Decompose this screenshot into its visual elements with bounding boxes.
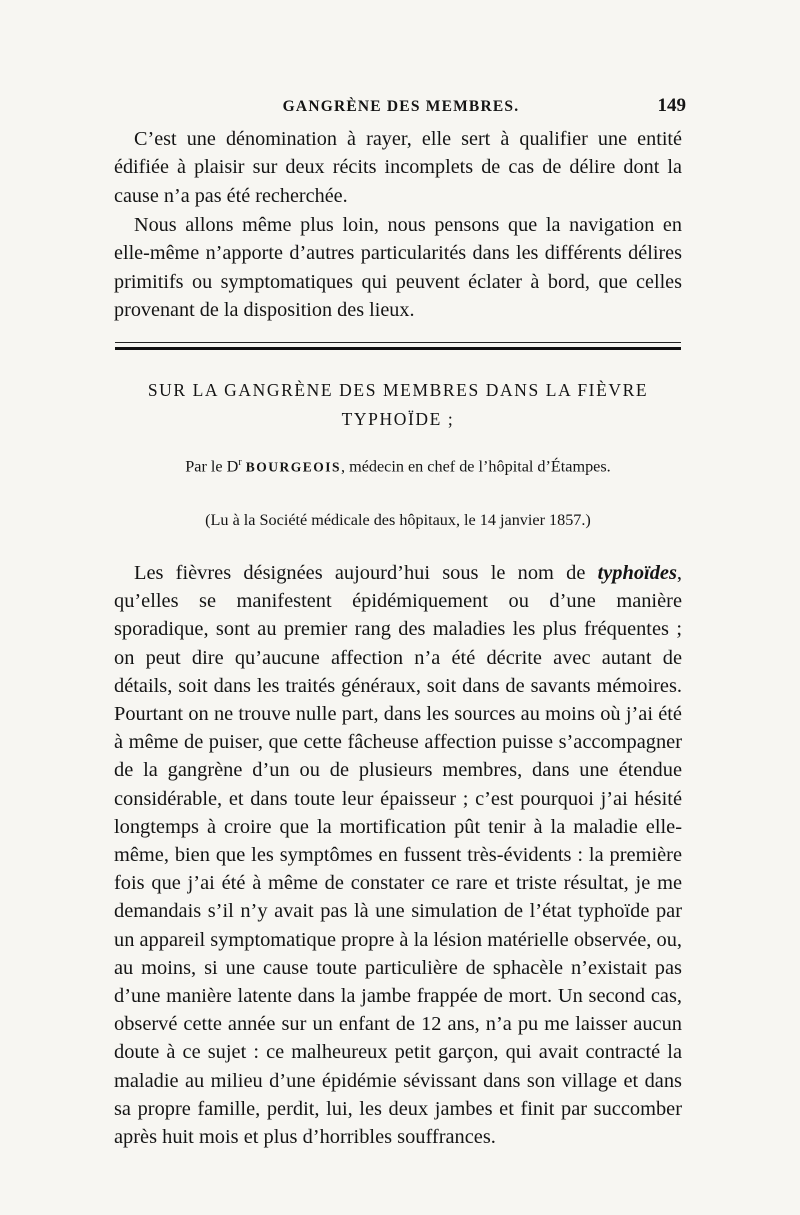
running-title: GANGRÈNE DES MEMBRES. bbox=[282, 98, 520, 115]
article-title-line-1: SUR LA GANGRÈNE DES MEMBRES DANS LA FIÈVRE bbox=[147, 380, 649, 400]
article-byline bbox=[114, 457, 682, 476]
divider-thick-line bbox=[115, 347, 681, 350]
body-rest: , qu’elles se manifestent épidémiquement ou d’une manière sporadique, sont au premier rang des maladies les plus fréquentes ; on peut dire qu’aucune affection n’a été décrite avec autant de détails, soit dans les traités généraux, soit dans de savants mémoires. Pourtant on ne trouve nulle part, dans les sources au moins où j’ai été à même de puiser, que cette fâcheuse affection puisse s’accompagner de la gangrène d’un ou de plusieurs membres, dans une étendue considérable, et dans toute leur épaisseur ; c’est pourquoi j’ai hésité longtemps à croire que la mortification pût tenir à la maladie elle-même, bien que les symptômes en fussent très-évidents : la première fois que j’ai été à même de constater ce rare et triste résultat, je me demandais s’il n’y avait pas là une simulation de l’état typhoïde par un appareil symptomatique propre à la lésion matérielle observée, ou, au moins, si une cause toute particulière de sphacèle n’existait pas d’une manière latente dans la jambe frappée de mort. Un second cas, observé cette année sur un enfant de 12 ans, n’a pu me laisser aucun doute à ce sujet : ce malheureux petit garçon, qui avait contracté la maladie au milieu d’une épidémie sévissant dans son village et dans sa propre famille, perdit, lui, les deux jambes et finit par succomber après huit mois et plus d’horribles souffrances. bbox=[114, 562, 682, 1149]
section-divider bbox=[115, 342, 681, 350]
running-head bbox=[116, 95, 686, 124]
byline-prefix: Par le D bbox=[185, 457, 239, 476]
article-title-line-2: TYPHOÏDE ; bbox=[341, 409, 455, 429]
page-number: 149 bbox=[657, 95, 686, 116]
body-start: Les fièvres désignées aujourd’hui sous le nom de bbox=[134, 562, 598, 584]
body-emphasis: typhoïdes bbox=[597, 562, 677, 584]
reading-note: (Lu à la Société médicale des hôpitaux, le 14 janvier 1857.) bbox=[205, 511, 591, 529]
byline-superscript: r bbox=[238, 457, 242, 468]
author-name: BOURGEOIS bbox=[245, 459, 342, 475]
paragraph-1: C’est une dénomination à rayer, elle sert à qualifier une entité édifiée à plaisir sur deux récits incomplets de cas de délire dont la cause n’a pas été recherchée. bbox=[114, 128, 682, 207]
byline-suffix: , médecin en chef de l’hôpital d’Étampes. bbox=[341, 457, 611, 476]
paragraph-2: Nous allons même plus loin, nous pensons que la navigation en elle-même n’apporte d’autres particularités dans les différents délires primitifs ou symptomatiques qui peuvent éclater à bord, que celles provenant de la disposition des lieux. bbox=[114, 214, 682, 321]
article-title bbox=[114, 376, 682, 434]
divider-thin-line bbox=[115, 342, 681, 343]
article-body bbox=[114, 559, 682, 1151]
